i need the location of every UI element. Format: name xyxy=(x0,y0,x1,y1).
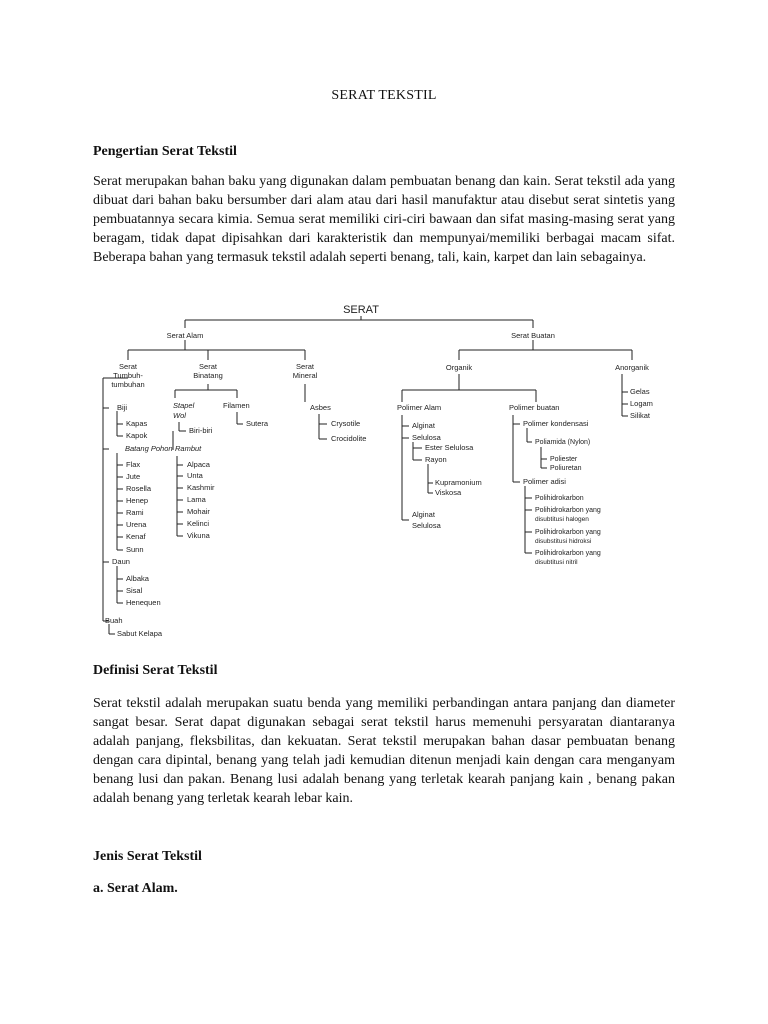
node-poli-nitril-line2: disubtitusi nitril xyxy=(535,559,578,566)
node-jute: Jute xyxy=(126,472,141,481)
node-ester-selulosa: Ester Selulosa xyxy=(425,443,474,452)
serat-classification-diagram xyxy=(95,298,655,643)
node-urena: Urena xyxy=(126,520,147,529)
node-alginat: Alginat xyxy=(412,421,435,430)
node-alginat-selulosa-line2: Selulosa xyxy=(412,521,441,530)
paragraph-pengertian-text: Serat merupakan bahan baku yang digunakan dalam pembuatan benang dan kain. Serat tekstil ada yang dibuat dari bahan baku bersumber dari alam atau dari hasil manufaktur atau disebut serat sintetis yang pembuatannya secara kimia. Semua serat memiliki ciri-ciri bawaan dan sifat masing-masing serat yang beragam, tidak dapat dipisahkan dari karakteristik dan mempunyai/memiliki berbagai macam sifat. Beberapa bahan yang termasuk tekstil adalah seperti benang, tali, kain, karpet dan lain sebagainya. xyxy=(93,174,675,265)
node-rosella: Rosella xyxy=(126,484,152,493)
node-organik: Organik xyxy=(445,363,473,372)
node-poli-halogen-line2: disubtitusi halogen xyxy=(535,516,589,523)
node-crocidolite: Crocidolite xyxy=(331,434,367,443)
node-biji: Biji xyxy=(117,403,128,412)
node-henep: Henep xyxy=(126,496,149,505)
node-albaka: Albaka xyxy=(126,574,149,583)
node-kashmir: Kashmir xyxy=(187,483,215,492)
node-kelinci: Kelinci xyxy=(187,519,210,528)
node-poli-halogen-line1: Polihidrokarbon yang xyxy=(535,507,601,514)
node-viskosa: Viskosa xyxy=(435,488,462,497)
node-buah: Buah xyxy=(105,616,123,625)
node-alginat-selulosa-line1: Alginat xyxy=(412,510,435,519)
node-tumbuhan-line3: tumbuhan xyxy=(111,380,145,389)
node-polimer-buatan: Polimer buatan xyxy=(509,403,560,412)
node-poliamida: Poliamida (Nylon) xyxy=(535,439,591,446)
heading-serat-alam: a. Serat Alam. xyxy=(93,881,178,896)
node-tumbuhan-line1: Serat xyxy=(119,362,137,371)
node-binatang-line1: Serat xyxy=(199,362,217,371)
node-mineral-line1: Serat xyxy=(296,362,314,371)
node-mohair: Mohair xyxy=(187,507,210,516)
node-rami: Rami xyxy=(126,508,144,517)
node-serat-alam: Serat Alam xyxy=(166,331,204,340)
node-kapas: Kapas xyxy=(126,419,148,428)
node-anorganik: Anorganik xyxy=(615,363,649,372)
node-poli-hidroksi-line2: disubstitusi hidroksi xyxy=(535,538,592,545)
node-poli-nitril-line1: Polihidrokarbon yang xyxy=(535,550,601,557)
paragraph-definisi-text: Serat tekstil adalah merupakan suatu benda yang memiliki perbandingan antara panjang dan diameter sangat besar. Serat dapat digunakan sebagai serat tekstil harus memenuhi persyaratan diantaranya adalah panjang, fleksbilitas, dan kekuatan. Serat tekstil merupakan bahan dasar pembuatan benang dengan cara dipintal, benang yang telah jadi kemudian ditenun menjadi kain dengan cara menganyam benang lusi dan pakan. Benang lusi adalah benang yang terletak kearah panjang kain , benang pakan adalah benang yang terletak kearah lebar kain. xyxy=(93,696,675,806)
node-logam: Logam xyxy=(630,399,653,408)
node-polihidrokarbon: Polihidrokarbon xyxy=(535,495,584,502)
node-vikuna: Vikuna xyxy=(187,531,210,540)
node-daun: Daun xyxy=(112,557,130,566)
node-biri-biri: Biri-biri xyxy=(189,426,213,435)
node-selulosa: Selulosa xyxy=(412,433,441,442)
node-rambut: Rambut xyxy=(175,444,202,453)
node-poli-hidroksi-line1: Polihidrokarbon yang xyxy=(535,529,601,536)
node-henequen: Henequen xyxy=(126,598,161,607)
node-asbes: Asbes xyxy=(310,403,331,412)
node-batang-pohon: Batang Pohon xyxy=(125,444,173,453)
node-kapok: Kapok xyxy=(126,431,148,440)
document-title: SERAT TEKSTIL xyxy=(331,88,437,103)
node-serat: SERAT xyxy=(343,304,379,316)
heading-definisi: Definisi Serat Tekstil xyxy=(93,663,218,678)
node-gelas: Gelas xyxy=(630,387,650,396)
node-sabut-kelapa: Sabut Kelapa xyxy=(117,629,163,638)
node-mineral-line2: Mineral xyxy=(292,371,318,380)
heading-jenis: Jenis Serat Tekstil xyxy=(93,849,202,864)
node-serat-buatan: Serat Buatan xyxy=(511,331,555,340)
node-flax: Flax xyxy=(126,460,141,469)
paragraph-pengertian xyxy=(93,172,675,267)
node-polimer-adisi: Polimer adisi xyxy=(523,477,566,486)
node-kenaf: Kenaf xyxy=(126,532,146,541)
heading-pengertian: Pengertian Serat Tekstil xyxy=(93,144,237,159)
node-crysotile: Crysotile xyxy=(331,419,361,428)
diagram-connectors xyxy=(103,316,632,634)
node-tumbuhan-line2: Tumbuh- xyxy=(113,371,143,380)
node-silikat: Silikat xyxy=(630,411,651,420)
node-sunn: Sunn xyxy=(126,545,144,554)
node-polimer-kondensasi: Polimer kondensasi xyxy=(523,419,589,428)
node-poliuretan: Poliuretan xyxy=(550,465,582,472)
node-binatang-line2: Binatang xyxy=(193,371,223,380)
node-lama: Lama xyxy=(187,495,206,504)
node-sutera: Sutera xyxy=(246,419,269,428)
node-kupramonium: Kupramonium xyxy=(435,478,482,487)
node-rayon: Rayon xyxy=(425,455,447,464)
paragraph-definisi xyxy=(93,694,675,808)
node-filamen: Filamen xyxy=(223,401,250,410)
node-unta: Unta xyxy=(187,471,203,480)
node-polimer-alam: Polimer Alam xyxy=(397,403,442,412)
node-sisal: Sisal xyxy=(126,586,143,595)
node-stapel-line2: Wol xyxy=(173,411,186,420)
node-alpaca: Alpaca xyxy=(187,460,210,469)
node-stapel-line1: Stapel xyxy=(173,401,195,410)
node-poliester: Poliester xyxy=(550,456,578,463)
